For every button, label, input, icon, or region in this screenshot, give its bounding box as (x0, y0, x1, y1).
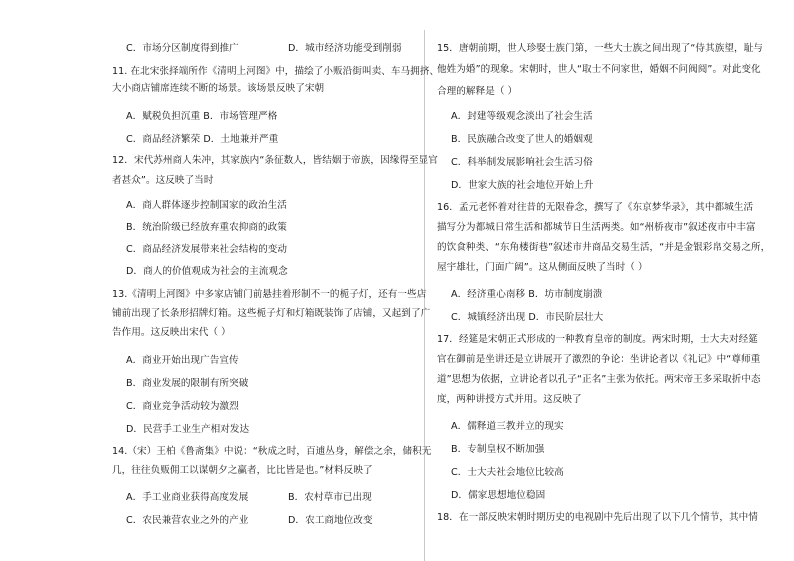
q12-option-b: B．统治阶级已经放弃重农抑商的政策 (126, 222, 287, 233)
q11-stem-line1: 11. 在北宋张择端所作《清明上河图》中，描绘了小贩沿街叫卖、车马拥挤、 (112, 66, 440, 77)
q11-option-ab: A．赋税负担沉重 B．市场管理严格 (126, 111, 278, 122)
q17-option-a: A．儒释道三教并立的现实 (451, 421, 564, 432)
q14-option-b: B．农村草市已出现 (288, 492, 372, 503)
q13-option-b: B．商业发展的限制有所突破 (126, 378, 249, 389)
q18-stem-line1: 18．在一部反映宋朝时期历史的电视剧中先后出现了以下几个情节，其中情 (437, 512, 758, 523)
q13-stem-line1: 13.《清明上河图》中多家店铺门前悬挂着形制不一的栀子灯，还有一些店 (112, 289, 427, 300)
q12-stem-line2: 者甚众”。这反映了当时 (112, 175, 214, 186)
q15-stem-line2: 他姓为婚”的现象。宋朝时，世人“取士不问家世，婚姻不问阀阅”。对此变化 (437, 64, 761, 75)
q14-stem-line2: 几，往往负贩佣工以谋朝夕之赢者，比比皆是也。”材料反映了 (112, 465, 373, 476)
q15-option-b: B．民族融合改变了世人的婚姻观 (451, 134, 593, 145)
q13-option-d: D．民营手工业生产相对发达 (126, 424, 250, 435)
q16-option-cd: C．城镇经济出现 D．市民阶层壮大 (451, 312, 604, 323)
q17-stem-line4: 度，两种讲授方式并用。这反映了 (437, 394, 582, 405)
q12-option-a: A．商人群体逐步控制国家的政治生活 (126, 200, 287, 211)
q16-stem-line3: 的饮食种类、“东角楼街巷”叙述市井商品交易生活，“并是金银彩帛交易之所， (437, 242, 771, 253)
q12-stem-line1: 12．宋代苏州商人朱冲，其家族内“条征数人，皆结姻于帝族，因缘得至显官 (112, 155, 438, 166)
q15-option-d: D．世家大族的社会地位开始上升 (451, 180, 594, 191)
q12-option-d: D．商人的价值观成为社会的主流观念 (126, 266, 288, 277)
q17-stem-line1: 17．经筵是宋朝正式形成的一种教育皇帝的制度。两宋时期，士大夫对经筵 (437, 334, 758, 345)
q12-option-c: C．商品经济发展带来社会结构的变动 (126, 244, 288, 255)
q17-stem-line3: 道”思想为依据，立讲论者以孔子“正名”主张为依托。两宋帝王多采取折中态 (437, 374, 761, 385)
q14-option-a: A．手工业商业获得高度发展 (126, 492, 249, 503)
q14-option-c: C．农民兼营农业之外的产业 (126, 515, 249, 526)
q17-option-b: B．专制皇权不断加强 (451, 444, 545, 455)
q15-stem-line1: 15．唐朝前期，世人珍娶士族门第，一些大士族之间出现了“侍其族望，耻与 (437, 43, 763, 54)
q16-stem-line4: 屋宇雄壮，门面广阔”。这从侧面反映了当时（ ） (437, 262, 648, 273)
q14-stem-line1: 14.（宋）王柏《鲁斋集》中说：“秋成之时，百逋丛身，解偿之余，储积无 (112, 446, 432, 457)
q17-option-d: D．儒家思想地位稳固 (451, 490, 546, 501)
q16-stem-line2: 描写分为都城日常生活和都城节日生活两类。如“州桥夜市”叙述夜市中丰富 (437, 222, 756, 233)
q17-option-c: C．士大夫社会地位比较高 (451, 467, 564, 478)
q11-option-cd: C．商品经济繁荣 D．土地兼并严重 (126, 134, 279, 145)
q16-stem-line1: 16．孟元老怀着对往昔的无限眷念，撰写了《东京梦华录》，其中都城生活 (437, 202, 754, 213)
option-c-prev: C．市场分区制度得到推广 (126, 43, 239, 54)
q17-stem-line2: 官在御前是坐讲还是立讲展开了激烈的争论：坐讲论者以《礼记》中“尊师重 (437, 354, 761, 365)
q13-stem-line2: 铺前出现了长条形招牌灯箱。这些栀子灯和灯箱既装饰了店铺，又起到了广 (112, 308, 431, 319)
q16-option-ab: A．经济重心南移 B．坊市制度崩溃 (451, 289, 603, 300)
q13-option-c: C．商业竞争活动较为激烈 (126, 401, 239, 412)
q15-option-c: C．科举制发展影响社会生活习俗 (451, 157, 593, 168)
q11-stem-line2: 大小商店铺席连续不断的场景。该场景反映了宋朝 (112, 83, 325, 94)
option-d-prev: D．城市经济功能受到削弱 (288, 43, 402, 54)
q15-option-a: A．封建等级观念淡出了社会生活 (451, 111, 593, 122)
q13-stem-line3: 告作用。这反映出宋代（ ） (112, 327, 231, 338)
q14-option-d: D．农工商地位改变 (288, 515, 373, 526)
q13-option-a: A．商业开始出现广告宣传 (126, 355, 239, 366)
q15-stem-line3: 合理的解释是（ ） (437, 86, 518, 97)
